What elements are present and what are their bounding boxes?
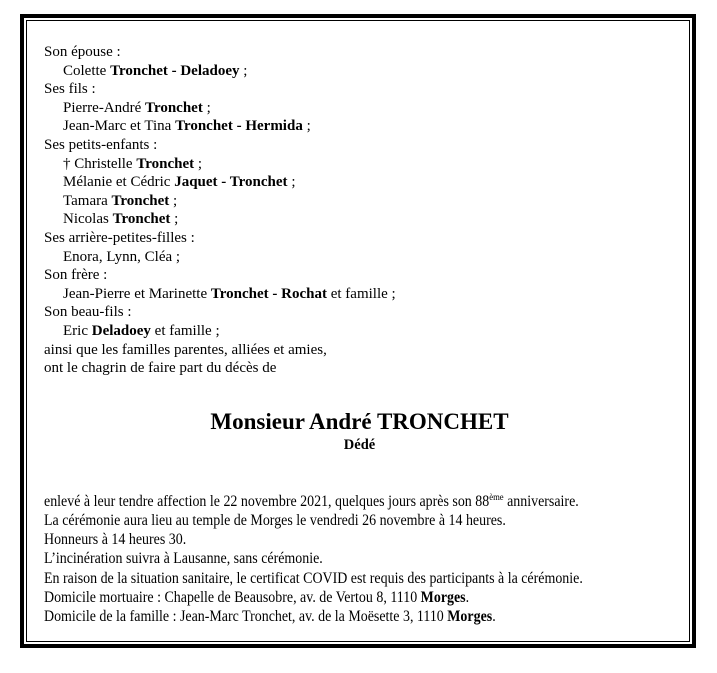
text-run: Tronchet - Deladoey <box>110 62 240 79</box>
text-run: ; <box>170 211 179 228</box>
text-run: Deladoey <box>91 322 151 339</box>
text-run: ; <box>194 155 203 172</box>
text-run: Domicile de la famille : Jean-Marc Tronchet, av. de la Moësette 3, 1110 <box>44 608 448 626</box>
text-line <box>44 117 675 136</box>
text-run: Tamara <box>63 192 112 209</box>
text-run: Pierre-André <box>63 99 146 116</box>
text-run: enlevé à leur tendre affection le 22 novembre 2021, quelques jours après son 88 <box>44 492 490 510</box>
text-run: Eric <box>63 322 92 339</box>
text-line <box>44 530 674 549</box>
text-line <box>44 43 675 62</box>
text-run: ; <box>202 99 211 116</box>
text-run: ainsi que les familles parentes, alliées et amies, <box>44 341 327 358</box>
text-line <box>44 303 675 322</box>
announcement-frame-outer <box>20 14 696 648</box>
text-line <box>44 99 675 118</box>
text-run: Jean-Marc et Tina <box>63 118 176 135</box>
text-line <box>44 80 675 99</box>
text-run: Ses arrière-petites-filles : <box>44 229 195 246</box>
text-run: Enora, Lynn, Cléa ; <box>63 248 181 265</box>
text-line <box>44 549 674 568</box>
text-run: Ses petits-enfants : <box>44 136 158 153</box>
text-line <box>44 210 675 229</box>
text-run: Tronchet <box>112 211 171 228</box>
text-run: ; <box>169 192 178 209</box>
text-run: et famille ; <box>150 322 220 339</box>
text-line <box>44 62 675 81</box>
text-run: En raison de la situation sanitaire, le certificat COVID est requis des participants à la cérémonie. <box>44 569 583 587</box>
text-run: Son beau-fils : <box>44 304 132 321</box>
text-run: La cérémonie aura lieu au temple de Morges le vendredi 26 novembre à 14 heures. <box>44 512 506 530</box>
text-run: Tronchet <box>111 192 170 209</box>
text-line <box>44 341 675 360</box>
text-line <box>44 173 675 192</box>
text-line <box>44 155 675 174</box>
text-line <box>44 322 675 341</box>
text-line <box>44 488 674 511</box>
text-run: † Christelle <box>63 155 137 172</box>
text-run: Ses fils : <box>44 81 96 98</box>
text-run: Nicolas <box>63 211 113 228</box>
text-run: ème <box>489 491 504 503</box>
title-block <box>44 409 675 454</box>
text-run: Tronchet <box>145 99 203 116</box>
text-run: . <box>492 608 496 626</box>
text-line <box>44 359 675 378</box>
text-run: Morges <box>447 608 493 626</box>
deceased-nickname: Dédé <box>343 436 376 453</box>
deceased-name: Monsieur André TRONCHET <box>210 408 509 434</box>
text-run: Tronchet - Rochat <box>210 285 327 302</box>
text-line <box>44 285 675 304</box>
text-line <box>44 266 675 285</box>
text-run: Tronchet <box>136 155 195 172</box>
text-run: Tronchet - Hermida <box>175 118 303 135</box>
text-run: ; <box>287 174 296 191</box>
text-run: ; <box>302 118 311 135</box>
text-run: Mélanie et Cédric <box>63 174 175 191</box>
text-run: ; <box>239 62 248 79</box>
text-line <box>44 248 675 267</box>
ceremony-details <box>44 488 674 627</box>
text-line <box>44 588 674 607</box>
text-line <box>44 229 675 248</box>
text-run: Son frère : <box>44 267 108 284</box>
text-run: Morges <box>420 588 466 606</box>
announcement-frame-inner <box>26 20 690 642</box>
text-run: Jaquet - Tronchet <box>174 174 288 191</box>
text-run: Jean-Pierre et Marinette <box>63 285 211 302</box>
text-line <box>44 192 675 211</box>
text-run: et famille ; <box>326 285 396 302</box>
text-run: Honneurs à 14 heures 30. <box>44 531 187 549</box>
text-run: Colette <box>63 62 111 79</box>
text-run: Son épouse : <box>44 44 121 60</box>
text-line <box>44 569 674 588</box>
family-list <box>44 43 675 378</box>
text-line <box>44 607 674 626</box>
text-run: L’incinération suivra à Lausanne, sans cérémonie. <box>44 550 323 568</box>
text-run: anniversaire. <box>503 492 579 510</box>
text-run: . <box>465 588 470 606</box>
text-run: Domicile mortuaire : Chapelle de Beausobre, av. de Vertou 8, 1110 <box>44 588 421 606</box>
text-line <box>44 136 675 155</box>
text-run: ont le chagrin de faire part du décès de <box>44 360 277 377</box>
text-line <box>44 511 674 530</box>
